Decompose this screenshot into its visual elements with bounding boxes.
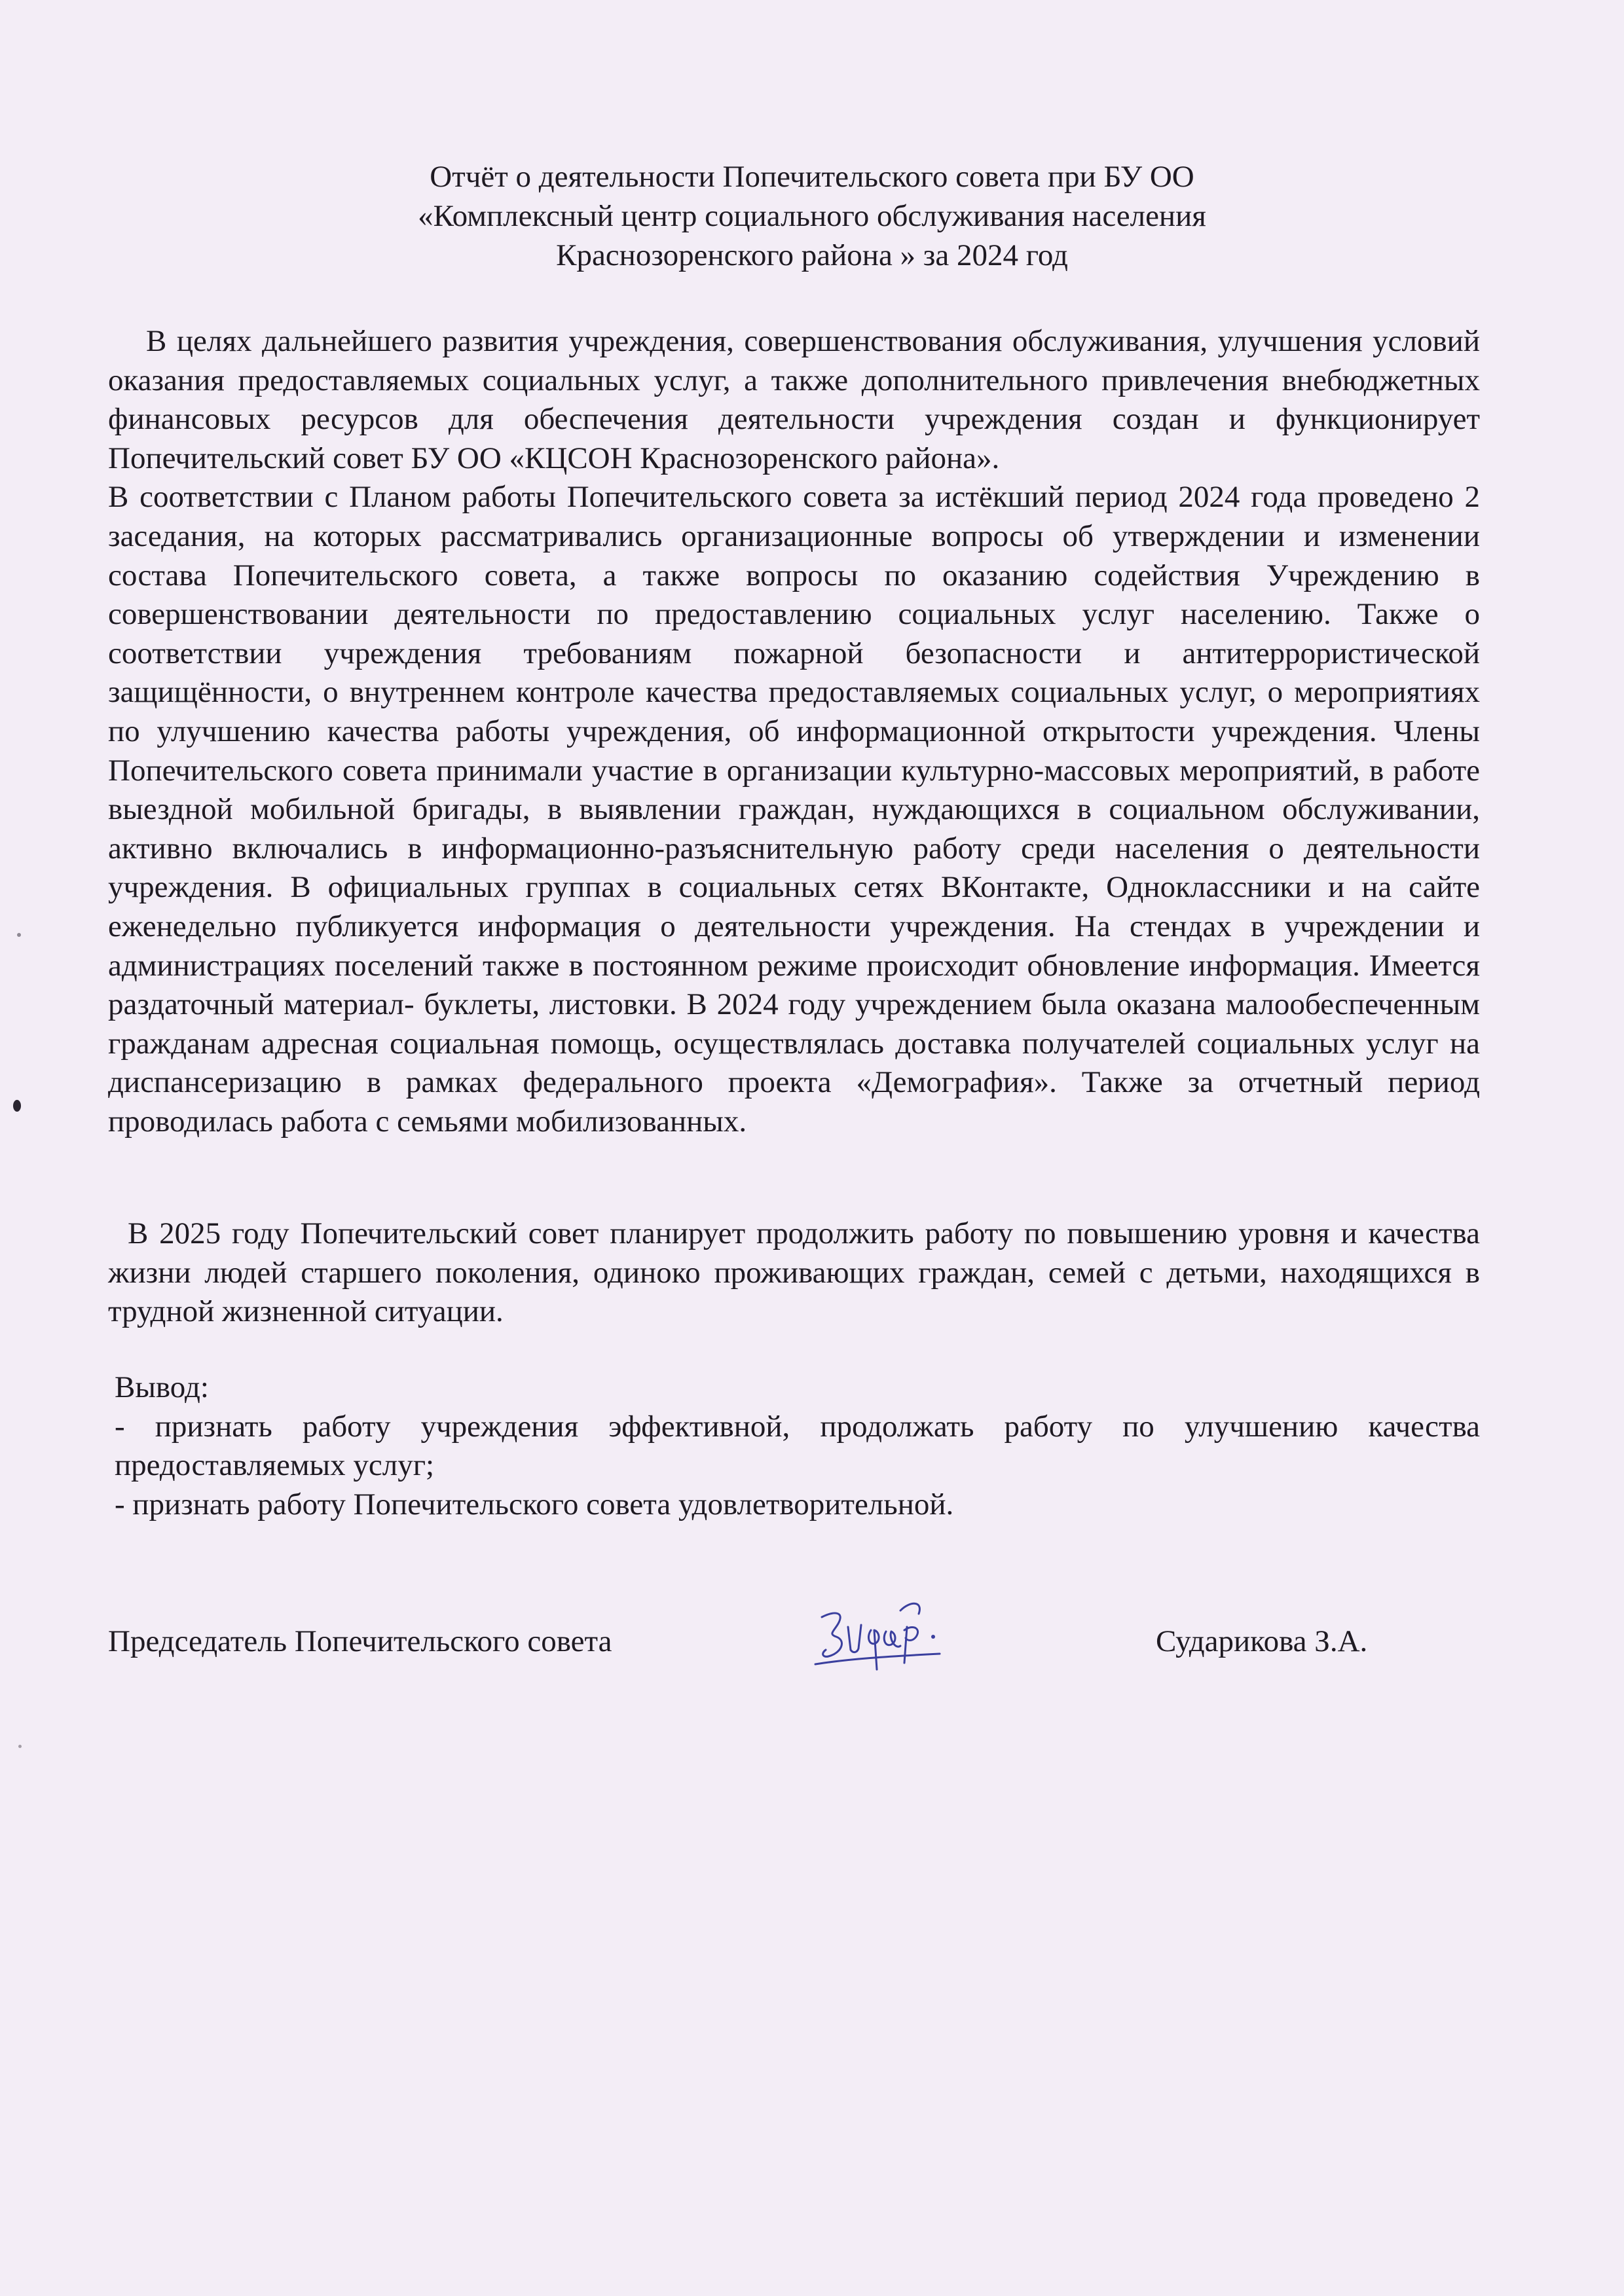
title-line-3: Краснозоренского района » за 2024 год	[556, 238, 1068, 272]
title-line-2: «Комплексный центр социального обслуживания населения	[418, 199, 1206, 233]
report-body	[108, 322, 1480, 1141]
scan-speck	[18, 1745, 22, 1748]
title-line-1: Отчёт о деятельности Попечительского совета при БУ ОО	[430, 160, 1194, 194]
chairman-label: Председатель Попечительского совета	[108, 1624, 612, 1658]
document-title	[105, 157, 1519, 275]
conclusion-section	[108, 1368, 1480, 1524]
handwritten-signature	[809, 1591, 959, 1689]
conclusion-item-1: - признать работу учреждения эффективной, продолжать работу по улучшению качества предоставляемых услуг;	[115, 1409, 1480, 1483]
conclusion-heading: Вывод:	[115, 1370, 209, 1404]
paragraph-activities: В соответствии с Планом работы Попечительского совета за истёкший период 2024 года проведено 2 заседания, на которых рассматривались организационные вопросы об утверждении и изменении состава Попечительского совета, а также вопросы по оказанию содействия Учреждению в совершенствовании деятельности по предоставлению социальных услуг населению. Также о соответствии учреждения требованиям пожарной безопасности и антитеррористической защищённости, о внутреннем контроле качества предоставляемых социальных услуг, о мероприятиях по улучшению качества работы учреждения, об информационной открытости учреждения. Члены Попечительского совета принимали участие в организации культурно-массовых мероприятий, в работе выездной мобильной бригады, в выявлении граждан, нуждающихся в социальном обслуживании, активно включались в информационно-разъяснительную работу среди населения о деятельности учреждения. В официальных группах в социальных сетях ВКонтакте, Одноклассники и на сайте еженедельно публикуется информация о деятельности учреждения. На стендах в учреждении и администрациях поселений также в постоянном режиме происходит обновление информация. Имеется раздаточный материал- буклеты, листовки. В 2024 году учреждением была оказана малообеспеченным гражданам адресная социальная помощь, осуществлялась доставка получателей социальных услуг на диспансеризацию в рамках федерального проекта «Демография». Также за отчетный период проводилась работа с семьями мобилизованных.	[108, 480, 1480, 1139]
paragraph-purpose: В целях дальнейшего развития учреждения, совершенствования обслуживания, улучшения условий оказания предоставляемых социальных услуг, а также дополнительного привлечения внебюджетных финансовых ресурсов для обеспечения деятельности учреждения создан и функционирует Попечительский совет БУ ОО «КЦСОН Краснозоренского района».	[108, 324, 1480, 475]
plan-section	[108, 1214, 1480, 1332]
scan-speck	[13, 1100, 21, 1112]
paragraph-plan-2025: В 2025 году Попечительский совет планирует продолжить работу по повышению уровня и качества жизни людей старшего поколения, одиноко проживающих граждан, семей с детьми, находящихся в трудной жизненной ситуации.	[108, 1216, 1480, 1329]
conclusion-item-2: - признать работу Попечительского совета удовлетворительной.	[115, 1487, 954, 1522]
scan-speck	[17, 933, 21, 937]
signature-row	[108, 1611, 1480, 1689]
chairman-name: Сударикова З.А.	[1156, 1624, 1368, 1658]
